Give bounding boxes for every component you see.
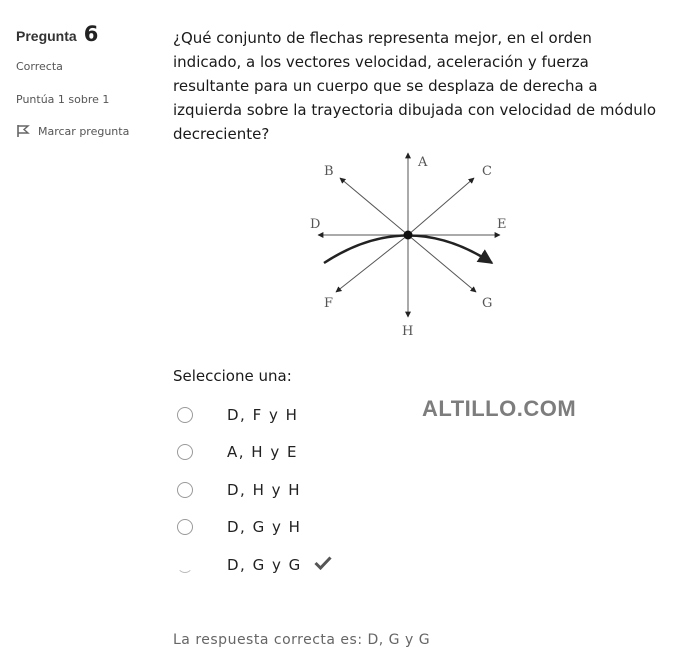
question-text: ¿Qué conjunto de flechas representa mejor, en el orden indicado, a los vectores velocidad, aceleración y fuerza resultante para un cuerpo que se desplaza de derecha a izquierda sobre la trayectoria dibujada con velocidad de módulo decreciente? <box>173 29 657 143</box>
checkmark-icon <box>314 555 332 574</box>
label-e: E <box>497 217 507 232</box>
answer-option[interactable] <box>177 434 332 472</box>
label-f: F <box>324 296 334 311</box>
question-number: 6 <box>83 22 99 46</box>
radio-button[interactable] <box>177 519 193 535</box>
answer-option[interactable] <box>177 471 332 509</box>
answer-label: D, H y H <box>227 480 302 499</box>
question-grade: Puntúa 1 sobre 1 <box>16 93 110 106</box>
radio-button-selected[interactable] <box>177 557 193 573</box>
label-c: C <box>482 164 492 179</box>
answer-option-selected[interactable] <box>177 546 332 584</box>
arrow-b <box>340 178 408 235</box>
arrow-g <box>408 235 476 292</box>
answer-list <box>177 396 332 584</box>
radio-button[interactable] <box>177 407 193 423</box>
answer-option[interactable] <box>177 509 332 547</box>
answer-label: D, G y H <box>227 518 302 537</box>
flag-icon <box>16 124 30 138</box>
label-d: D <box>310 217 321 232</box>
flag-label: Marcar pregunta <box>38 124 130 138</box>
answer-label: A, H y E <box>227 443 298 462</box>
radio-button[interactable] <box>177 482 193 498</box>
label-a: A <box>418 155 428 170</box>
answer-option[interactable] <box>177 396 332 434</box>
label-b: B <box>324 164 334 179</box>
watermark: ALTILLO.COM <box>422 396 577 421</box>
question-title: Pregunta <box>16 28 77 44</box>
answer-label: D, F y H <box>227 405 299 424</box>
arrow-c <box>408 178 474 235</box>
flag-question-link[interactable] <box>16 124 156 138</box>
body-point <box>404 231 413 240</box>
label-h: H <box>402 324 414 339</box>
question-heading <box>16 22 156 46</box>
question-state: Correcta <box>16 60 63 73</box>
radio-button[interactable] <box>177 444 193 460</box>
answer-prompt: Seleccione una: <box>173 367 292 385</box>
vector-diagram <box>300 150 530 345</box>
answer-label: D, G y G <box>227 555 302 574</box>
arrow-f <box>336 235 408 292</box>
correct-answer-feedback: La respuesta correcta es: D, G y G <box>173 632 431 648</box>
label-g: G <box>482 296 493 311</box>
question-info <box>16 22 156 138</box>
